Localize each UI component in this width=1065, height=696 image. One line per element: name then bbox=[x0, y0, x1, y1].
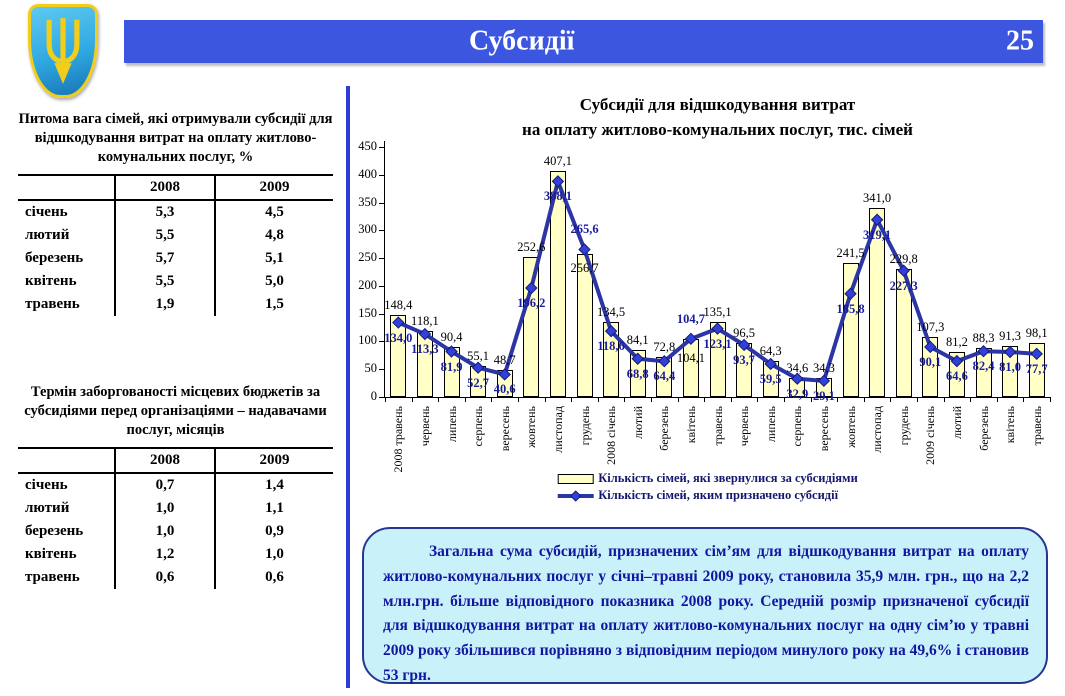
value-cell: 1,2 bbox=[115, 543, 215, 566]
x-axis-label-text: жовтень bbox=[843, 406, 858, 448]
line-value-label: 196,2 bbox=[517, 296, 546, 310]
table-header-row bbox=[18, 448, 333, 473]
bar-value-label: 118,1 bbox=[411, 314, 439, 329]
legend-item-line bbox=[557, 487, 858, 504]
table-row bbox=[18, 224, 333, 247]
x-axis-label-text: жовтень bbox=[524, 406, 539, 448]
y-axis-label: 450 bbox=[358, 139, 377, 153]
table-row bbox=[18, 543, 333, 566]
line-value-label: 227,3 bbox=[889, 278, 918, 293]
y-axis-label: 300 bbox=[358, 222, 377, 237]
x-tick bbox=[518, 397, 519, 402]
x-tick bbox=[1023, 397, 1024, 402]
value-cell: 4,5 bbox=[215, 200, 333, 224]
month-label: лютий bbox=[25, 499, 70, 516]
share-table bbox=[18, 174, 333, 316]
summary-text: Загальна сума субсидій, призначених сім’ям для відшкодування витрат на оплату житлово-комунальних послуг у січні–травні 2009 року, становила 35,9 млн. грн., що на 2,2 млн.грн. більше відповідного показника 2008 року. Середній розмір призначеної субсидії для відшкодування витрат на оплату житлово-комунальних послуг на одну сім’ю у травні 2009 року збільшився порівняно з відповідним періодом минулого року на 49,6% і становив 53 грн. bbox=[383, 543, 1029, 684]
line-value-label: 40,6 bbox=[493, 382, 516, 397]
subsidies-chart bbox=[350, 88, 1065, 516]
x-axis-label bbox=[870, 406, 884, 486]
diamond-marker-icon bbox=[552, 176, 563, 187]
year-column-header: 2008 bbox=[115, 175, 215, 200]
bar-value-label: 88,3 bbox=[972, 330, 995, 345]
summary-box bbox=[362, 527, 1048, 684]
month-label: квітень bbox=[25, 545, 77, 562]
x-tick bbox=[438, 397, 439, 402]
month-label: лютий bbox=[25, 226, 70, 243]
x-tick bbox=[864, 397, 865, 402]
year-column-header: 2008 bbox=[115, 448, 215, 473]
x-tick bbox=[1050, 397, 1051, 402]
value-cell: 0,7 bbox=[115, 473, 215, 497]
line-value-label: 64,4 bbox=[653, 369, 676, 384]
x-axis-label bbox=[977, 406, 991, 486]
line-value-label: 77,7 bbox=[1025, 361, 1048, 376]
x-axis-label bbox=[950, 406, 964, 486]
month-label: січень bbox=[25, 476, 68, 493]
value-cell: 1,5 bbox=[215, 293, 333, 316]
x-axis-label-text: червень bbox=[417, 406, 432, 447]
x-axis-label bbox=[524, 406, 538, 486]
table-row bbox=[18, 473, 333, 497]
value-cell: 5,0 bbox=[215, 270, 333, 293]
value-cell: 1,0 bbox=[215, 543, 333, 566]
bar-value-label: 84,1 bbox=[626, 333, 649, 348]
x-axis-label bbox=[471, 406, 485, 486]
bar-swatch-icon bbox=[557, 474, 593, 484]
bar-value-label: 241,5 bbox=[836, 245, 865, 260]
value-cell: 1,4 bbox=[215, 473, 333, 497]
value-cell: 5,1 bbox=[215, 247, 333, 270]
line-swatch-icon bbox=[557, 491, 593, 501]
table-row bbox=[18, 520, 333, 543]
x-tick bbox=[944, 397, 945, 402]
x-axis-label bbox=[923, 406, 937, 486]
bar-value-label: 34,6 bbox=[786, 360, 809, 375]
x-axis-label bbox=[897, 406, 911, 486]
month-label: квітень bbox=[25, 272, 77, 289]
bar-value-label: 252,6 bbox=[517, 239, 546, 254]
corner-cell bbox=[18, 175, 115, 200]
x-axis-label-text: 2008 січень bbox=[604, 406, 619, 465]
x-axis-label-text: серпень bbox=[790, 406, 805, 447]
bar-value-label: 90,4 bbox=[440, 329, 463, 344]
x-tick bbox=[571, 397, 572, 402]
year-column-header: 2009 bbox=[215, 448, 333, 473]
line-value-label: 90,1 bbox=[919, 354, 942, 369]
x-axis-label-text: 2009 січень bbox=[923, 406, 938, 465]
month-label: березень bbox=[25, 522, 84, 539]
bar-value-label: 98,1 bbox=[1025, 325, 1048, 340]
table-row bbox=[18, 270, 333, 293]
table-row bbox=[18, 293, 333, 316]
legend-label-line: Кількість сімей, яким призначено субсидії bbox=[598, 488, 839, 502]
value-cell: 1,0 bbox=[115, 520, 215, 543]
bar-value-label: 81,2 bbox=[945, 334, 968, 349]
trident-icon bbox=[37, 14, 89, 88]
value-cell: 0,9 bbox=[215, 520, 333, 543]
debt-table-title: Термін заборгованості місцевих бюджетів за субсидіями перед організаціями – надавачами послуг, місяців bbox=[24, 384, 327, 438]
year-column-header: 2009 bbox=[215, 175, 333, 200]
bar-value-label: 229,8 bbox=[889, 252, 918, 267]
x-axis-label-text: 2008 травень bbox=[391, 406, 406, 473]
diamond-marker-icon bbox=[818, 375, 829, 386]
x-axis-label-text: травень bbox=[1029, 406, 1044, 446]
slide-title: Субсидії bbox=[469, 24, 575, 56]
coat-of-arms bbox=[28, 4, 98, 98]
bar-value-label: 135,1 bbox=[703, 304, 732, 319]
x-axis-label-text: вересень bbox=[816, 406, 831, 452]
bar-value-label: 64,3 bbox=[759, 344, 782, 359]
line-value-label: 64,6 bbox=[945, 369, 968, 384]
x-tick bbox=[704, 397, 705, 402]
diamond-marker-icon bbox=[579, 244, 590, 255]
x-tick bbox=[412, 397, 413, 402]
line-value-label: 118,6 bbox=[597, 339, 625, 354]
bar-value-label: 55,1 bbox=[467, 349, 490, 364]
line-value-label: 52,7 bbox=[467, 375, 490, 390]
x-tick bbox=[385, 397, 386, 402]
y-axis-label: 0 bbox=[370, 389, 377, 403]
x-axis-label-text: грудень bbox=[577, 406, 592, 446]
y-axis-label: 350 bbox=[358, 194, 377, 209]
value-cell: 0,6 bbox=[215, 566, 333, 589]
bar-value-label: 407,1 bbox=[543, 153, 572, 168]
x-tick bbox=[997, 397, 998, 402]
value-cell: 5,3 bbox=[115, 200, 215, 224]
share-table-section bbox=[18, 110, 333, 316]
value-cell: 1,0 bbox=[115, 497, 215, 520]
y-axis-label: 150 bbox=[358, 305, 377, 320]
x-tick bbox=[890, 397, 891, 402]
table-row bbox=[18, 200, 333, 224]
value-cell: 1,1 bbox=[215, 497, 333, 520]
x-tick bbox=[678, 397, 679, 402]
y-axis-label: 100 bbox=[358, 333, 377, 348]
line-value-label: 81,9 bbox=[440, 359, 463, 374]
x-tick bbox=[491, 397, 492, 402]
bar-value-label: 91,3 bbox=[999, 329, 1022, 344]
x-axis-label-text: вересень bbox=[497, 406, 512, 452]
x-axis-label-text: березень bbox=[976, 406, 991, 451]
x-axis-label-text: квітень bbox=[683, 406, 698, 444]
month-label: березень bbox=[25, 249, 84, 266]
table-row bbox=[18, 497, 333, 520]
y-axis-label: 400 bbox=[358, 166, 377, 181]
x-tick bbox=[917, 397, 918, 402]
x-tick bbox=[731, 397, 732, 402]
legend-item-bars bbox=[557, 470, 858, 487]
line-value-label: 134,0 bbox=[384, 330, 413, 345]
x-axis-label-text: листопад bbox=[870, 406, 885, 453]
value-cell: 0,6 bbox=[115, 566, 215, 589]
page-number: 25 bbox=[1006, 24, 1034, 56]
x-axis-label bbox=[498, 406, 512, 486]
line-value-label: 123,1 bbox=[703, 336, 732, 351]
diamond-marker-icon bbox=[526, 283, 537, 294]
x-tick bbox=[465, 397, 466, 402]
x-axis-label-text: травень bbox=[710, 406, 725, 446]
share-table-title: Питома вага сімей, які отримували субсидії для відшкодування витрат на оплату житлово-комунальних послуг, % bbox=[18, 111, 333, 165]
diamond-marker-icon bbox=[570, 490, 581, 501]
bar-value-label: 72,8 bbox=[653, 339, 676, 354]
x-axis-label-text: листопад bbox=[550, 406, 565, 453]
table-header-row bbox=[18, 175, 333, 200]
value-cell: 5,5 bbox=[115, 270, 215, 293]
x-axis-label-text: квітень bbox=[1003, 406, 1018, 444]
bar-value-label: 104,1 bbox=[676, 350, 705, 365]
y-axis-label: 200 bbox=[358, 277, 377, 292]
bar-value-label: 48,7 bbox=[493, 352, 516, 367]
x-axis-label-text: липень bbox=[444, 406, 459, 443]
line-value-label: 388,1 bbox=[543, 189, 572, 204]
x-axis-label bbox=[418, 406, 432, 486]
line-value-label: 81,0 bbox=[999, 360, 1022, 374]
x-tick bbox=[624, 397, 625, 402]
corner-cell bbox=[18, 448, 115, 473]
header-banner bbox=[124, 20, 1043, 63]
line-value-label: 185,8 bbox=[836, 301, 865, 316]
line-value-label: 113,3 bbox=[411, 342, 439, 357]
value-cell: 4,8 bbox=[215, 224, 333, 247]
bar-value-label: 34,3 bbox=[812, 360, 835, 375]
value-cell: 1,9 bbox=[115, 293, 215, 316]
bar-value-label: 96,5 bbox=[733, 326, 756, 341]
debt-table-section bbox=[18, 383, 333, 589]
x-axis-label bbox=[1003, 406, 1017, 486]
month-label: травень bbox=[25, 295, 80, 312]
x-tick bbox=[970, 397, 971, 402]
bar-value-label: 148,4 bbox=[384, 297, 413, 312]
bar-value-label: 256,7 bbox=[570, 261, 599, 276]
chart-legend bbox=[557, 470, 858, 504]
x-axis-label bbox=[1030, 406, 1044, 486]
bar-value-label: 107,3 bbox=[916, 320, 945, 335]
diamond-marker-icon bbox=[1005, 347, 1016, 358]
line-value-label: 93,7 bbox=[733, 352, 756, 367]
value-cell: 5,7 bbox=[115, 247, 215, 270]
chart-title-line1: Субсидії для відшкодування витрат bbox=[579, 95, 856, 114]
x-axis-label bbox=[391, 406, 405, 486]
x-axis-label-text: серпень bbox=[471, 406, 486, 447]
bar-value-label: 134,5 bbox=[597, 305, 626, 320]
x-tick bbox=[651, 397, 652, 402]
x-tick bbox=[598, 397, 599, 402]
diamond-marker-icon bbox=[1031, 348, 1042, 359]
table-row bbox=[18, 566, 333, 589]
line-value-label: 265,6 bbox=[570, 222, 599, 237]
x-tick bbox=[545, 397, 546, 402]
x-axis-label-text: грудень bbox=[896, 406, 911, 446]
month-label: травень bbox=[25, 568, 80, 585]
x-tick bbox=[757, 397, 758, 402]
month-label: січень bbox=[25, 203, 68, 220]
diamond-marker-icon bbox=[845, 288, 856, 299]
bar-value-label: 341,0 bbox=[863, 190, 892, 205]
chart-plot bbox=[350, 88, 1065, 516]
x-axis-label-text: лютий bbox=[630, 406, 645, 439]
x-axis-label-text: червень bbox=[737, 406, 752, 447]
table-row bbox=[18, 247, 333, 270]
chart-title-line2: на оплату житлово-комунальних послуг, тис. сімей bbox=[522, 119, 913, 139]
debt-table bbox=[18, 447, 333, 589]
x-axis-label-text: березень bbox=[657, 406, 672, 451]
line-value-label: 82,4 bbox=[972, 359, 995, 374]
value-cell: 5,5 bbox=[115, 224, 215, 247]
line-value-label: 68,8 bbox=[626, 366, 649, 381]
legend-label-bars: Кількість сімей, які звернулися за субсидіями bbox=[598, 471, 858, 485]
line-value-label: 29,1 bbox=[812, 388, 835, 403]
x-axis-label-text: липень bbox=[763, 406, 778, 443]
y-axis-label: 250 bbox=[358, 250, 377, 265]
line-value-label: 104,7 bbox=[676, 311, 705, 326]
y-axis-label: 50 bbox=[364, 361, 377, 376]
line-value-label: 32,9 bbox=[786, 386, 809, 401]
x-axis-label-text: лютий bbox=[949, 406, 964, 439]
x-axis-label bbox=[445, 406, 459, 486]
line-value-label: 319,1 bbox=[863, 227, 892, 242]
line-value-label: 59,5 bbox=[759, 371, 782, 386]
